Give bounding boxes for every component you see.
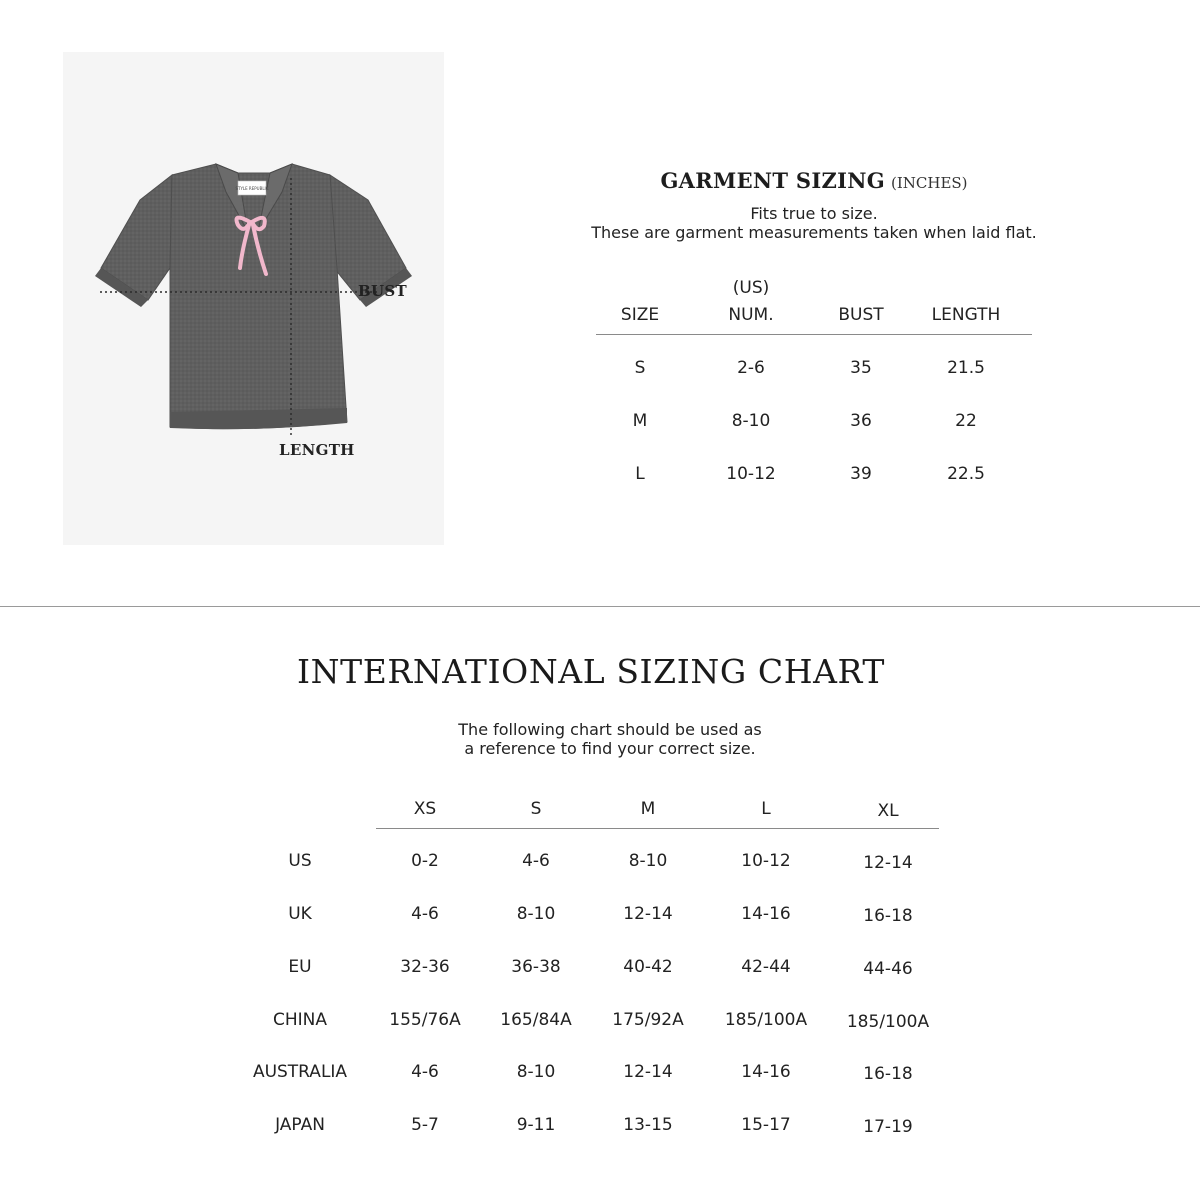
row-s-length: 21.5 [947, 358, 985, 378]
uk-m: 12-14 [623, 904, 673, 924]
intl-note-line-2: a reference to find your correct size. [464, 739, 756, 758]
garment-sizing-unit: (INCHES) [891, 174, 968, 192]
japan-m: 13-15 [623, 1115, 673, 1135]
header-size: SIZE [620, 305, 660, 325]
col-header-xl: XL [877, 801, 899, 821]
row-m-bust: 36 [850, 411, 872, 431]
header-bust: BUST [838, 305, 884, 325]
uk-xl: 16-18 [863, 906, 913, 926]
garment-header-rule [596, 334, 1032, 335]
row-label-eu: EU [288, 957, 312, 977]
eu-l: 42-44 [741, 957, 791, 977]
garment-note-line-2: These are garment measurements taken when laid flat. [591, 223, 1037, 242]
row-s-bust: 35 [850, 358, 872, 378]
international-sizing-note [360, 720, 860, 758]
us-xs: 0-2 [411, 851, 439, 871]
japan-xs: 5-7 [411, 1115, 439, 1135]
header-num-bottom: NUM. [728, 305, 774, 325]
international-sizing-title: INTERNATIONAL SIZING CHART [296, 652, 886, 691]
row-label-australia: AUSTRALIA [252, 1062, 348, 1082]
row-l-bust: 39 [850, 464, 872, 484]
neck-tag-text: STYLE REPUBLIC [235, 186, 269, 191]
row-label-uk: UK [288, 904, 312, 924]
row-label-us: US [288, 851, 312, 871]
row-s-size: S [634, 358, 646, 378]
us-xl: 12-14 [863, 853, 913, 873]
china-l: 185/100A [724, 1010, 808, 1030]
garment-sizing-title: GARMENT SIZING [660, 168, 885, 193]
china-s: 165/84A [500, 1010, 572, 1030]
bust-label: BUST [358, 282, 407, 300]
row-m-size: M [632, 411, 648, 431]
uk-xs: 4-6 [411, 904, 439, 924]
australia-s: 8-10 [516, 1062, 556, 1082]
col-header-s: S [530, 799, 542, 819]
row-l-num: 10-12 [726, 464, 776, 484]
garment-note-line-1: Fits true to size. [750, 204, 878, 223]
eu-xs: 32-36 [400, 957, 450, 977]
us-m: 8-10 [628, 851, 668, 871]
australia-l: 14-16 [741, 1062, 791, 1082]
row-l-length: 22.5 [947, 464, 985, 484]
header-num-top: (US) [732, 278, 770, 298]
japan-s: 9-11 [516, 1115, 556, 1135]
col-header-l: L [761, 799, 771, 819]
australia-xs: 4-6 [411, 1062, 439, 1082]
uk-s: 8-10 [516, 904, 556, 924]
garment-sizing-heading [596, 168, 1032, 193]
row-label-japan: JAPAN [275, 1115, 325, 1135]
section-divider [0, 606, 1200, 607]
australia-m: 12-14 [623, 1062, 673, 1082]
japan-l: 15-17 [741, 1115, 791, 1135]
row-m-num: 8-10 [731, 411, 771, 431]
row-label-china: CHINA [272, 1010, 328, 1030]
us-l: 10-12 [741, 851, 791, 871]
australia-xl: 16-18 [863, 1064, 913, 1084]
china-xl: 185/100A [846, 1012, 930, 1032]
col-header-m: M [640, 799, 656, 819]
china-m: 175/92A [612, 1010, 684, 1030]
eu-s: 36-38 [511, 957, 561, 977]
row-m-length: 22 [955, 411, 977, 431]
row-s-num: 2-6 [737, 358, 765, 378]
eu-xl: 44-46 [863, 959, 913, 979]
garment-sizing-note [520, 204, 1108, 242]
shirt-body [170, 164, 347, 429]
uk-l: 14-16 [741, 904, 791, 924]
japan-xl: 17-19 [863, 1117, 913, 1137]
col-header-xs: XS [413, 799, 437, 819]
eu-m: 40-42 [623, 957, 673, 977]
length-label: LENGTH [279, 441, 355, 459]
china-xs: 155/76A [389, 1010, 461, 1030]
row-l-size: L [635, 464, 645, 484]
us-s: 4-6 [522, 851, 550, 871]
intl-note-line-1: The following chart should be used as [458, 720, 762, 739]
header-length: LENGTH [931, 305, 1001, 325]
intl-header-rule [376, 828, 939, 829]
